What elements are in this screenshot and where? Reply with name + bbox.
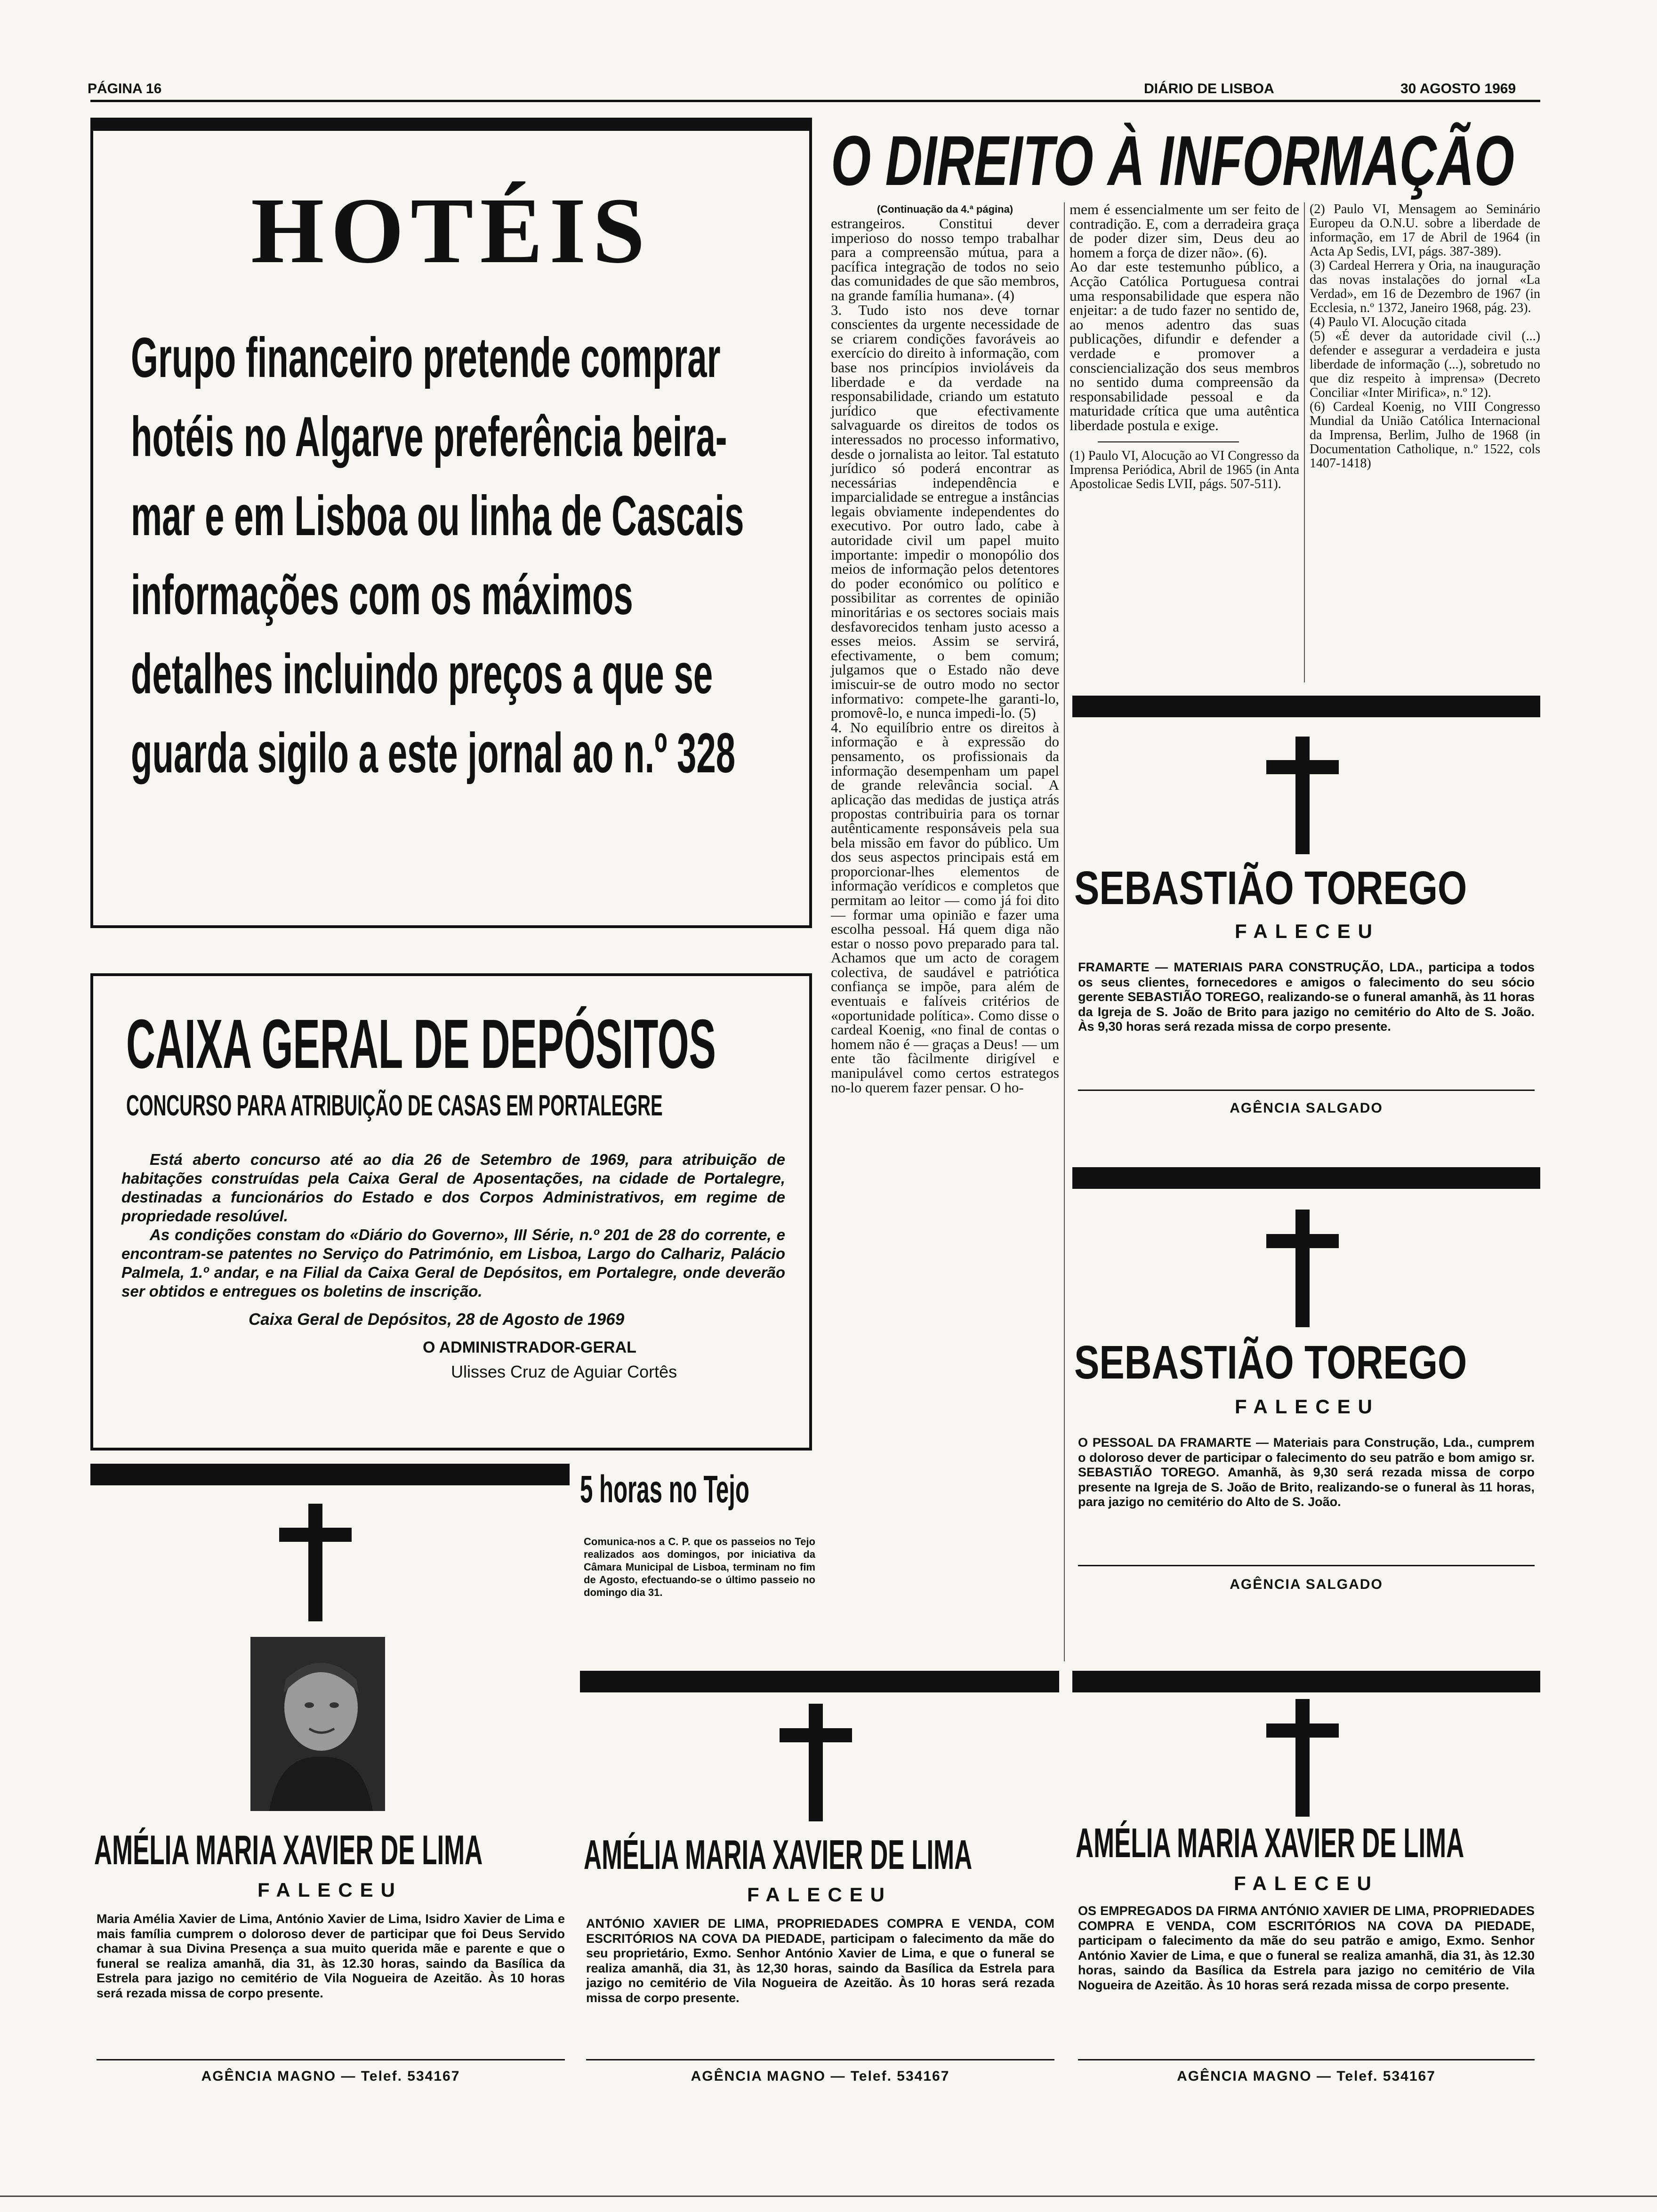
article-footnote-1: (1) Paulo VI, Alocução ao VI Congresso da Imprensa Periódica, Abril de 1965 (in Anta Apostolicae Sedis LVII, págs. 507-511). (1070, 448, 1299, 491)
caixa-title: CAIXA GERAL DE DEPÓSITOS (126, 1005, 716, 1083)
obituary-faleceu: FALECEU (1234, 920, 1380, 942)
caixa-subtitle: CONCURSO PARA ATRIBUIÇÃO DE CASAS EM PORTALEGRE (126, 1090, 663, 1122)
article-continuation: (Continuação da 4.ª página) (877, 203, 1014, 215)
obituary-body: FRAMARTE — MATERIAIS PARA CONSTRUÇÃO, LDA., participa a todos os seus clientes, fornecedores e amigos o falecimento do seu sócio gerente SEBASTIÃO TOREGO, realizando-se o funeral amanhã, às 11 horas da Igreja de S. João de Brito para jazigo no cemitério do Alto de S. João. Às 9,30 horas será rezada missa de corpo presente. (1078, 960, 1535, 1034)
caixa-body (121, 1150, 785, 1301)
obituary-rule (1078, 1565, 1535, 1566)
obituary-top-bar (1072, 1671, 1540, 1692)
article-column-1-text: estrangeiros. Constitui dever imperioso do nosso tempo trabalhar para a compreensão mútua, para a pacífica integração de todos no seio das comunidades de que são membros, na grande família humana». (4) 3. Tudo isto nos deve tornar conscientes da urgente necessidade de se criarem condições favoráveis ao exercício do direito à informação, com base nos princípios invioláveis da liberdade e da verdade na responsabilidade, criando um estatuto jurídico que efectivamente salvaguarde os direitos de todos os interessados no processo informativo, desde o jornalista ao leitor. Tal estatuto jurídico só poderá encontrar as necessárias independência e imparcialidade se entregue a instâncias legais obviamente independentes do executivo. Por outro lado, cabe à autoridade civil um papel muito importante: impedir o monopólio dos meios de informação pelos detentores do poder económico ou político e possibilitar as correntes de opinião minoritárias e os sectores sociais mais desfavorecidos tenham justo acesso a esses meios. Assim se servirá, efectivamente, o bem comum; julgamos que o Estado não deve imiscuir-se de outro modo no sector informativo: compete-lhe garanti-lo, promovê-lo, e nunca impedi-lo. (5) 4. No equilíbrio entre os direitos à informação e à expressão do pensamento, os profissionais da informação desempenham um papel de grande relevância social. A aplicação das medidas de justiça atrás propostas contribuiria para os tornar autênticamente responsáveis pela sua bela missão em favor do público. Um dos seus aspectos principais está em proporcionar-lhes elementos de informação verídicos e completos que permitam ao leitor — como já foi dito — formar uma opinião e fazer uma escolha pessoal. Há quem diga não estar o nosso povo preparado para tal. Achamos que um acto de coragem colectiva, de saudável e patriótica confiança se impõe, para além de eventuais e falíveis critérios de «oportunidade política». Como disse o cardeal Koenig, «no final de contas o homem não é — graças a Deus! — um ente tão fàcilmente dirigível e manipulável como certos estrategos no-lo querem fazer pensar. O ho- (831, 215, 1059, 1096)
obituary-rule (1078, 2059, 1535, 2060)
obituary-top-bar (90, 1464, 570, 1485)
obituary-name: AMÉLIA MARIA XAVIER DE LIMA (1076, 1819, 1464, 1866)
page-bottom-rule (0, 2196, 1657, 2197)
obituary-agency: AGÊNCIA MAGNO — Telef. 534167 (1177, 2068, 1436, 2084)
caixa-ad (90, 973, 812, 1451)
article-column-1 (831, 202, 1059, 1095)
obituary-faleceu: FALECEU (1234, 1395, 1380, 1418)
caixa-paragraph: As condições constam do «Diário do Governo», III Série, n.º 201 de 28 do corrente, e encontram-se patentes no Serviço do Património, em Lisboa, Largo do Calhariz, Palácio Palmela, 1.º andar, e na Filial da Caixa Geral de Depósitos, em Portalegre, onde deverão ser obtidos e entregues os boletins de inscrição. (121, 1226, 785, 1300)
column-divider (1064, 202, 1065, 1661)
article-column-3 (1310, 202, 1540, 471)
obituary-faleceu: FALECEU (1233, 1872, 1379, 1894)
obituary-rule (586, 2059, 1054, 2060)
obituary-top-bar (580, 1671, 1059, 1692)
obituary-agency: AGÊNCIA SALGADO (1230, 1100, 1383, 1116)
article-column-2-text: mem é essencialmente um ser feito de contradição. E, com a derradeira graça de poder dizer sim, Deus deu ao homem a força de dizer não». (6). Ao dar este testemunho público, a Acção Católica Portuguesa contrai uma responsabilidade que espera não enjeitar: a de tudo fazer no sentido de, ao menos adentro das suas publicações, difundir e defender a verdade e promover a consciencialização dos seus membros no sentido duma compreensão da responsabilidade pessoal e da maturidade crítica que uma autêntica liberdade postula e exige. (1070, 201, 1299, 433)
obituary-body: OS EMPREGADOS DA FIRMA ANTÓNIO XAVIER DE LIMA, PROPRIEDADES COMPRA E VENDA, COM ESCRITÓRIOS NA COVA DA PIEDADE, participam o falecimento da mãe do seu patrão e amigo, Exmo. Senhor António Xavier de Lima, e que o funeral se realiza amanhã, dia 31, às 12.30 horas, saindo da Basílica da Estrela para jazigo no cemitério de Vila Nogueira de Azeitão. Às 10 horas será rezada missa de corpo presente. (1078, 1904, 1535, 1992)
column-divider (1304, 202, 1305, 682)
article-title: O DIREITO À INFORMAÇÃO (831, 121, 1514, 200)
obituary-top-bar (1072, 1167, 1540, 1189)
obituary-faleceu: FALECEU (257, 1879, 402, 1901)
obituary-name: SEBASTIÃO TOREGO (1074, 862, 1467, 914)
hoteis-top-bar (90, 118, 812, 131)
obituary-name: AMÉLIA MARIA XAVIER DE LIMA (94, 1827, 483, 1873)
obituary-body: O PESSOAL DA FRAMARTE — Materiais para Construção, Lda., cumprem o doloroso dever de participar o falecimento do seu patrão e bom amigo sr. SEBASTIÃO TOREGO. Amanhã, às 9,30 será rezada missa de corpo presente na Igreja de S. João de Brito, realizando-se o funeral às 11 horas, para jazigo no cemitério do Alto de S. João. (1078, 1435, 1535, 1509)
obituary-agency: AGÊNCIA MAGNO — Telef. 534167 (691, 2068, 950, 2084)
hoteis-ad (90, 118, 812, 928)
obituary-body: Maria Amélia Xavier de Lima, António Xavier de Lima, Isidro Xavier de Lima e mais família cumprem o doloroso dever de participar que foi Deus Servido chamar à sua Divina Presença a sua muito querida mãe e parente e que o funeral se realiza amanhã, dia 31, às 12.30 horas, saindo da Basílica da Estrela para jazigo no cemitério de Vila Nogueira de Azeitão. Às 10 horas será rezada missa de corpo presente. (97, 1912, 565, 2000)
obituary-name: SEBASTIÃO TOREGO (1074, 1336, 1467, 1389)
obituary-name: AMÉLIA MARIA XAVIER DE LIMA (584, 1831, 973, 1878)
obituary-agency: AGÊNCIA MAGNO — Telef. 534167 (201, 2068, 460, 2084)
newspaper-name: DIÁRIO DE LISBOA (1144, 81, 1274, 96)
hoteis-body: Grupo financeiro pretende comprar hotéis no Algarve preferência beira-mar e em Lisboa ou linha de Cascais informações com os máximos detalhes incluindo preços a que se guarda sigilo a este jornal ao n.º 328 (131, 326, 744, 785)
caixa-admin-name: Ulisses Cruz de Aguiar Cortês (451, 1362, 677, 1381)
portrait-image (250, 1637, 385, 1811)
article-footnotes: (2) Paulo VI, Mensagem ao Seminário Europeu da O.N.U. sobre a liberdade de informação, em 17 de Abril de 1964 (in Acta Ap Sedis, LVI, págs. 387-389). (3) Cardeal Herrera y Oria, na inauguração das novas instalações do jornal «La Verdad», em 16 de Dezembro de 1967 (in Ecclesia, n.º 1372, Janeiro 1968, pág. 23). (4) Paulo VI. Alocução citada (5) «É dever da autoridade civil (...) defender e assegurar a verdadeira e justa liberdade de informação (...), sobretudo no que diz respeito à imprensa» (Decreto Conciliar «Inter Mirifica», n.º 12). (6) Cardeal Koenig, no VIII Congresso Mundial da União Católica Internacional da Imprensa, Berlim, Julho de 1968 (in Documentation Catholique, n.º 1522, cols 1407-1418) (1310, 202, 1540, 471)
obituary-rule (1078, 1090, 1535, 1091)
issue-date: 30 AGOSTO 1969 (1400, 81, 1516, 96)
obituary-top-bar (1072, 696, 1540, 717)
hoteis-title: HOTÉIS (251, 179, 652, 283)
obituary-faleceu: FALECEU (747, 1883, 892, 1906)
page-number: PÁGINA 16 (88, 81, 162, 96)
caixa-paragraph: Está aberto concurso até ao dia 26 de Setembro de 1969, para atribuição de habitações construídas pela Caixa Geral de Aposentações, na cidade de Portalegre, destinadas a funcionários do Estado e dos Corpos Administrativos, em regime de propriedade resolúvel. (121, 1151, 785, 1225)
obituary-body: ANTÓNIO XAVIER DE LIMA, PROPRIEDADES COMPRA E VENDA, COM ESCRITÓRIOS NA COVA DA PIEDADE, participam o falecimento da mãe do seu proprietário, Exmo. Senhor António Xavier de Lima, e que o funeral se realiza amanhã, dia 31, às 12,30 horas, saindo da Basílica da Estrela para jazigo no cemitério de Vila Nogueira de Azeitão. Às 10 horas será rezada missa de corpo presente. (586, 1916, 1054, 2005)
header-rule (90, 100, 1540, 102)
caixa-admin-title: O ADMINISTRADOR-GERAL (423, 1338, 636, 1356)
article-column-2 (1070, 202, 1299, 491)
obituary-agency: AGÊNCIA SALGADO (1230, 1577, 1383, 1592)
tejo-body: Comunica-nos a C. P. que os passeios no Tejo realizados aos domingos, por iniciativa da Câmara Municipal de Lisboa, terminam no fim de Agosto, efectuando-se o último passeio no domingo dia 31. (584, 1536, 815, 1598)
obituary-rule (97, 2059, 565, 2060)
portrait-photo (250, 1637, 385, 1811)
tejo-title: 5 horas no Tejo (580, 1468, 749, 1511)
caixa-signature-line: Caixa Geral de Depósitos, 28 de Agosto de 1969 (249, 1310, 625, 1329)
footnote-rule (1098, 441, 1239, 442)
